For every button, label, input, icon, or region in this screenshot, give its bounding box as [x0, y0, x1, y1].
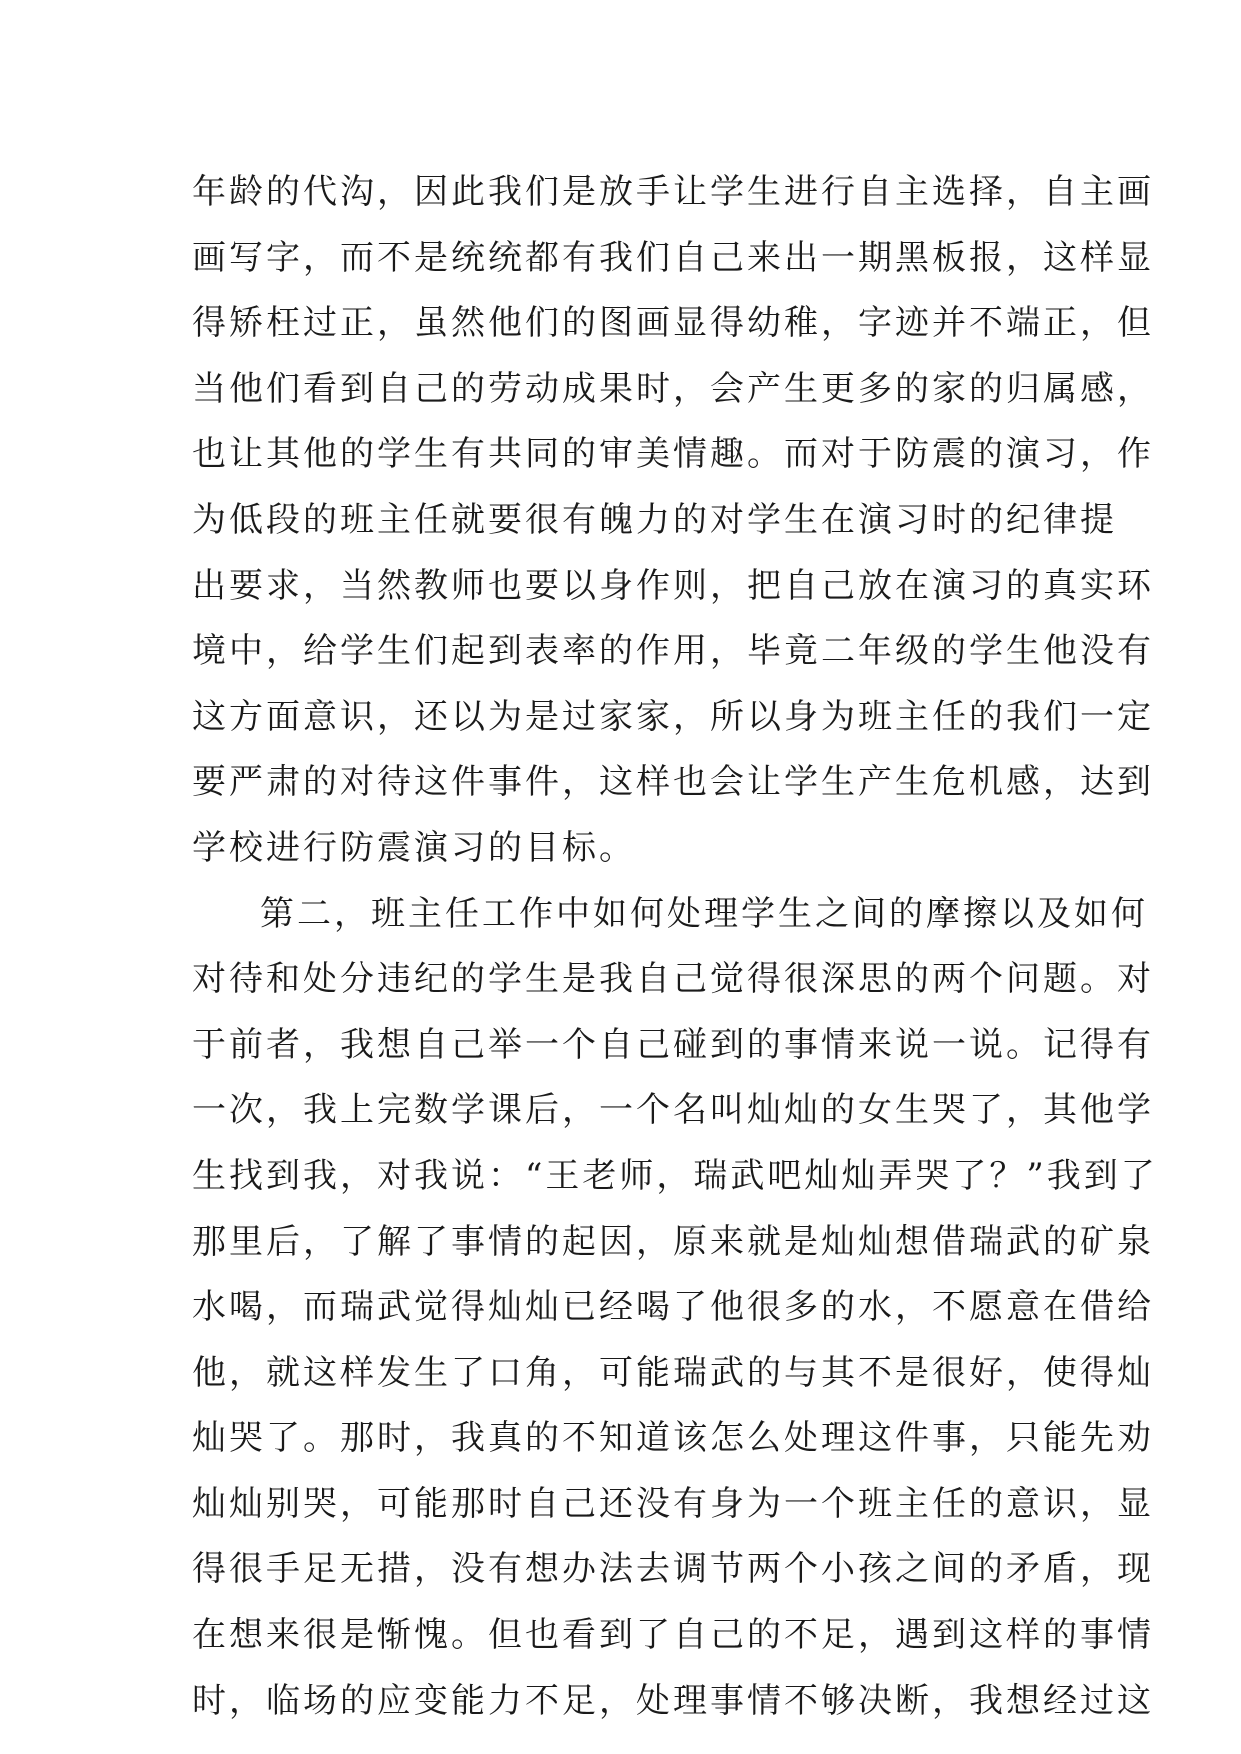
text-line: 这方面意识，还以为是过家家，所以身为班主任的我们一定	[192, 696, 1154, 737]
text-line: 得很手足无措，没有想办法去调节两个小孩之间的矛盾，现	[192, 1549, 1154, 1590]
text-line: 水喝，而瑞武觉得灿灿已经喝了他很多的水，不愿意在借给	[192, 1287, 1154, 1328]
text-line: 为低段的班主任就要很有魄力的对学生在演习时的纪律提	[192, 499, 1117, 540]
text-line: 一次，我上完数学课后，一个名叫灿灿的女生哭了，其他学	[192, 1090, 1154, 1131]
text-line: 灿哭了。那时，我真的不知道该怎么处理这件事，只能先劝	[192, 1418, 1154, 1459]
text-line: 灿灿别哭，可能那时自己还没有身为一个班主任的意识，显	[192, 1483, 1154, 1524]
text-line: 生找到我，对我说：“王老师，瑞武吧灿灿弄哭了？”我到了	[192, 1155, 1158, 1196]
body-text	[192, 160, 1158, 1734]
paragraph-start-line: 第二，班主任工作中如何处理学生之间的摩擦以及如何	[260, 893, 1148, 934]
text-line: 对待和处分违纪的学生是我自己觉得很深思的两个问题。对	[192, 959, 1154, 1000]
text-line: 于前者，我想自己举一个自己碰到的事情来说一说。记得有	[192, 1024, 1154, 1065]
text-line: 他，就这样发生了口角，可能瑞武的与其不是很好，使得灿	[192, 1352, 1154, 1393]
text-line: 当他们看到自己的劳动成果时，会产生更多的家的归属感，	[192, 368, 1154, 409]
text-line: 得矫枉过正，虽然他们的图画显得幼稚，字迹并不端正，但	[192, 303, 1154, 344]
text-line: 在想来很是惭愧。但也看到了自己的不足，遇到这样的事情	[192, 1615, 1154, 1656]
text-line: 画写字，而不是统统都有我们自己来出一期黑板报，这样显	[192, 237, 1154, 278]
text-line: 学校进行防震演习的目标。	[192, 827, 636, 868]
text-line: 年龄的代沟，因此我们是放手让学生进行自主选择，自主画	[192, 172, 1154, 212]
text-line: 那里后，了解了事情的起因，原来就是灿灿想借瑞武的矿泉	[192, 1221, 1154, 1262]
text-line: 时，临场的应变能力不足，处理事情不够决断，我想经过这	[192, 1680, 1154, 1721]
text-line: 也让其他的学生有共同的审美情趣。而对于防震的演习，作	[192, 434, 1154, 475]
text-line: 要严肃的对待这件事件，这样也会让学生产生危机感，达到	[192, 762, 1154, 803]
text-line: 出要求，当然教师也要以身作则，把自己放在演习的真实环	[192, 565, 1154, 606]
text-line: 境中，给学生们起到表率的作用，毕竟二年级的学生他没有	[192, 631, 1154, 672]
